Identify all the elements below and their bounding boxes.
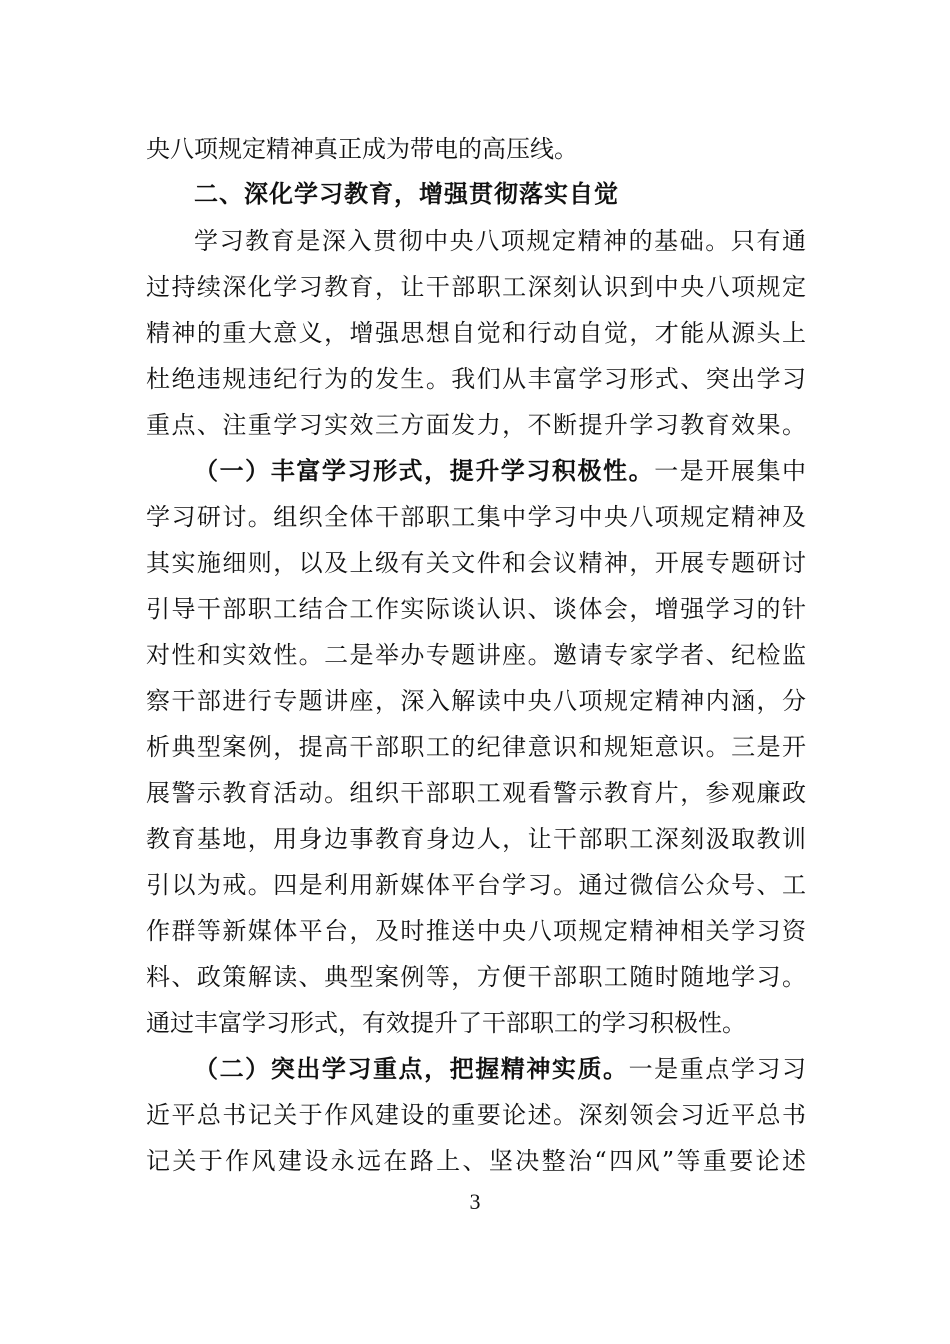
subsection-line xyxy=(194,1046,806,1092)
paragraph-line: 引导干部职工结合工作实际谈认识、谈体会，增强学习的针 xyxy=(146,595,806,623)
paragraph-line: 析典型案例，提高干部职工的纪律意识和规矩意识。三是开 xyxy=(146,733,806,761)
paragraph-line: 察干部进行专题讲座，深入解读中央八项规定精神内涵，分 xyxy=(146,687,806,715)
section-heading: 二、深化学习教育，增强贯彻落实自觉 xyxy=(194,180,619,208)
subsection-title: （一）丰富学习形式，提升学习积极性。 xyxy=(194,456,655,485)
paragraph-line: 杜绝违规违纪行为的发生。我们从丰富学习形式、突出学习 xyxy=(146,365,806,393)
paragraph-line: 教育基地，用身边事教育身边人，让干部职工深刻汲取教训 xyxy=(146,825,806,853)
paragraph-line: 其实施细则，以及上级有关文件和会议精神，开展专题研讨 xyxy=(146,549,806,577)
subsection-text: 一是重点学习习 xyxy=(628,1055,806,1083)
paragraph-line: 展警示教育活动。组织干部职工观看警示教育片，参观廉政 xyxy=(146,779,806,807)
page-number: 3 xyxy=(469,1189,481,1214)
paragraph-line: 记关于作风建设永远在路上、坚决整治“四风”等重要论述 xyxy=(146,1147,806,1175)
paragraph-line: 料、政策解读、典型案例等，方便干部职工随时随地学习。 xyxy=(146,963,806,991)
subsection-line xyxy=(194,448,806,494)
paragraph-line: 引以为戒。四是利用新媒体平台学习。通过微信公众号、工 xyxy=(146,871,806,899)
paragraph-line: 重点、注重学习实效三方面发力，不断提升学习教育效果。 xyxy=(146,411,806,439)
paragraph-line: 通过丰富学习形式，有效提升了干部职工的学习积极性。 xyxy=(146,1009,746,1037)
paragraph-line: 作群等新媒体平台，及时推送中央八项规定精神相关学习资 xyxy=(146,917,806,945)
paragraph-line: 过持续深化学习教育，让干部职工深刻认识到中央八项规定 xyxy=(146,273,806,301)
paragraph-line: 央八项规定精神真正成为带电的高压线。 xyxy=(146,135,578,163)
paragraph-line: 近平总书记关于作风建设的重要论述。深刻领会习近平总书 xyxy=(146,1101,806,1129)
paragraph-line: 对性和实效性。二是举办专题讲座。邀请专家学者、纪检监 xyxy=(146,641,806,669)
subsection-text: 一是开展集中 xyxy=(654,457,806,485)
paragraph-line: 学习研讨。组织全体干部职工集中学习中央八项规定精神及 xyxy=(146,503,806,531)
paragraph-line: 学习教育是深入贯彻中央八项规定精神的基础。只有通 xyxy=(194,227,806,255)
subsection-title: （二）突出学习重点，把握精神实质。 xyxy=(194,1054,629,1083)
paragraph-line: 精神的重大意义，增强思想自觉和行动自觉，才能从源头上 xyxy=(146,319,806,347)
